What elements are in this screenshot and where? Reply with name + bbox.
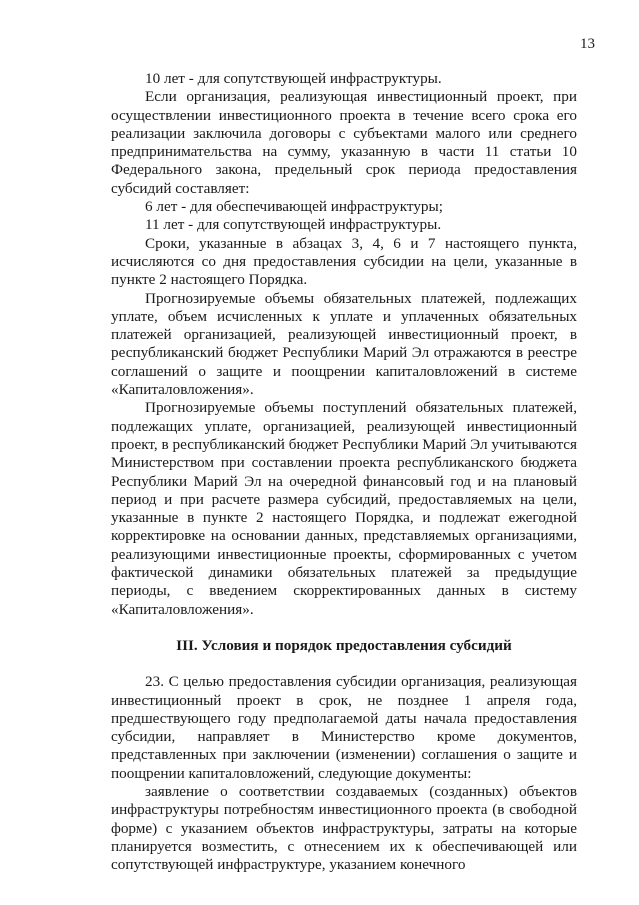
document-body	[111, 70, 577, 874]
paragraph: Если организация, реализующая инвестиционный проект, при осуществлении инвестиционного проекта в течение всего срока его реализации заключила договоры с субъектами малого или среднего предпринимательства на сумму, указанную в части 11 статьи 10 Федерального закона, предельный срок периода предоставления субсидий составляет:	[111, 88, 577, 197]
section-heading: III. Условия и порядок предоставления субсидий	[176, 636, 512, 654]
paragraph: 23. С целью предоставления субсидии организация, реализующая инвестиционный проект в срок, не позднее 1 апреля года, предшествующего году предполагаемой даты начала предоставления субсидии, направляет в Министерство кроме документов, представленных при заключении (изменении) соглашения о защите и поощрении капиталовложений, следующие документы:	[111, 673, 577, 782]
paragraph: Прогнозируемые объемы обязательных платежей, подлежащих уплате, объем исчисленных к уплате и уплаченных обязательных платежей организацией, реализующей инвестиционный проект, в республиканский бюджет Республики Марий Эл отражаются в реестре соглашений о защите и поощрении капиталовложений в системе «Капиталовложения».	[111, 289, 577, 399]
paragraph: Прогнозируемые объемы поступлений обязательных платежей, подлежащих уплате, организацией, реализующей инвестиционный проект, в республиканский бюджет Республики Марий Эл учитываются Министерством при составлении проекта республиканского бюджета Республики Марий Эл на очередной финансовый год и на плановый период и при расчете размера субсидий, предоставляемых на цели, указанные в пункте 2 настоящего Порядка, и подлежат ежегодной корректировке на основании данных, представляемых организациями, реализующими инвестиционные проекты, сформированных с учетом фактической динамики обязательных платежей за предыдущие периоды, с введением скорректированных данных в систему «Капиталовложения».	[111, 399, 577, 618]
paragraph: 10 лет - для сопутствующей инфраструктуры.	[145, 70, 442, 87]
paragraph: заявление о соответствии создаваемых (созданных) объектов инфраструктуры потребностям инвестиционного проекта (в свободной форме) с указанием объектов инфраструктуры, затраты на которые планируется возместить, с отнесением их к обеспечивающей или сопутствующей инфраструктуре, указанием конечного	[111, 782, 577, 874]
paragraph: 11 лет - для сопутствующей инфраструктуры.	[145, 216, 442, 234]
paragraph: Сроки, указанные в абзацах 3, 4, 6 и 7 настоящего пункта, исчисляются со дня предоставления субсидии на цели, указанные в пункте 2 настоящего Порядка.	[111, 234, 577, 289]
paragraph: 6 лет - для обеспечивающей инфраструктуры;	[145, 198, 443, 216]
page-number: 13	[580, 36, 595, 52]
